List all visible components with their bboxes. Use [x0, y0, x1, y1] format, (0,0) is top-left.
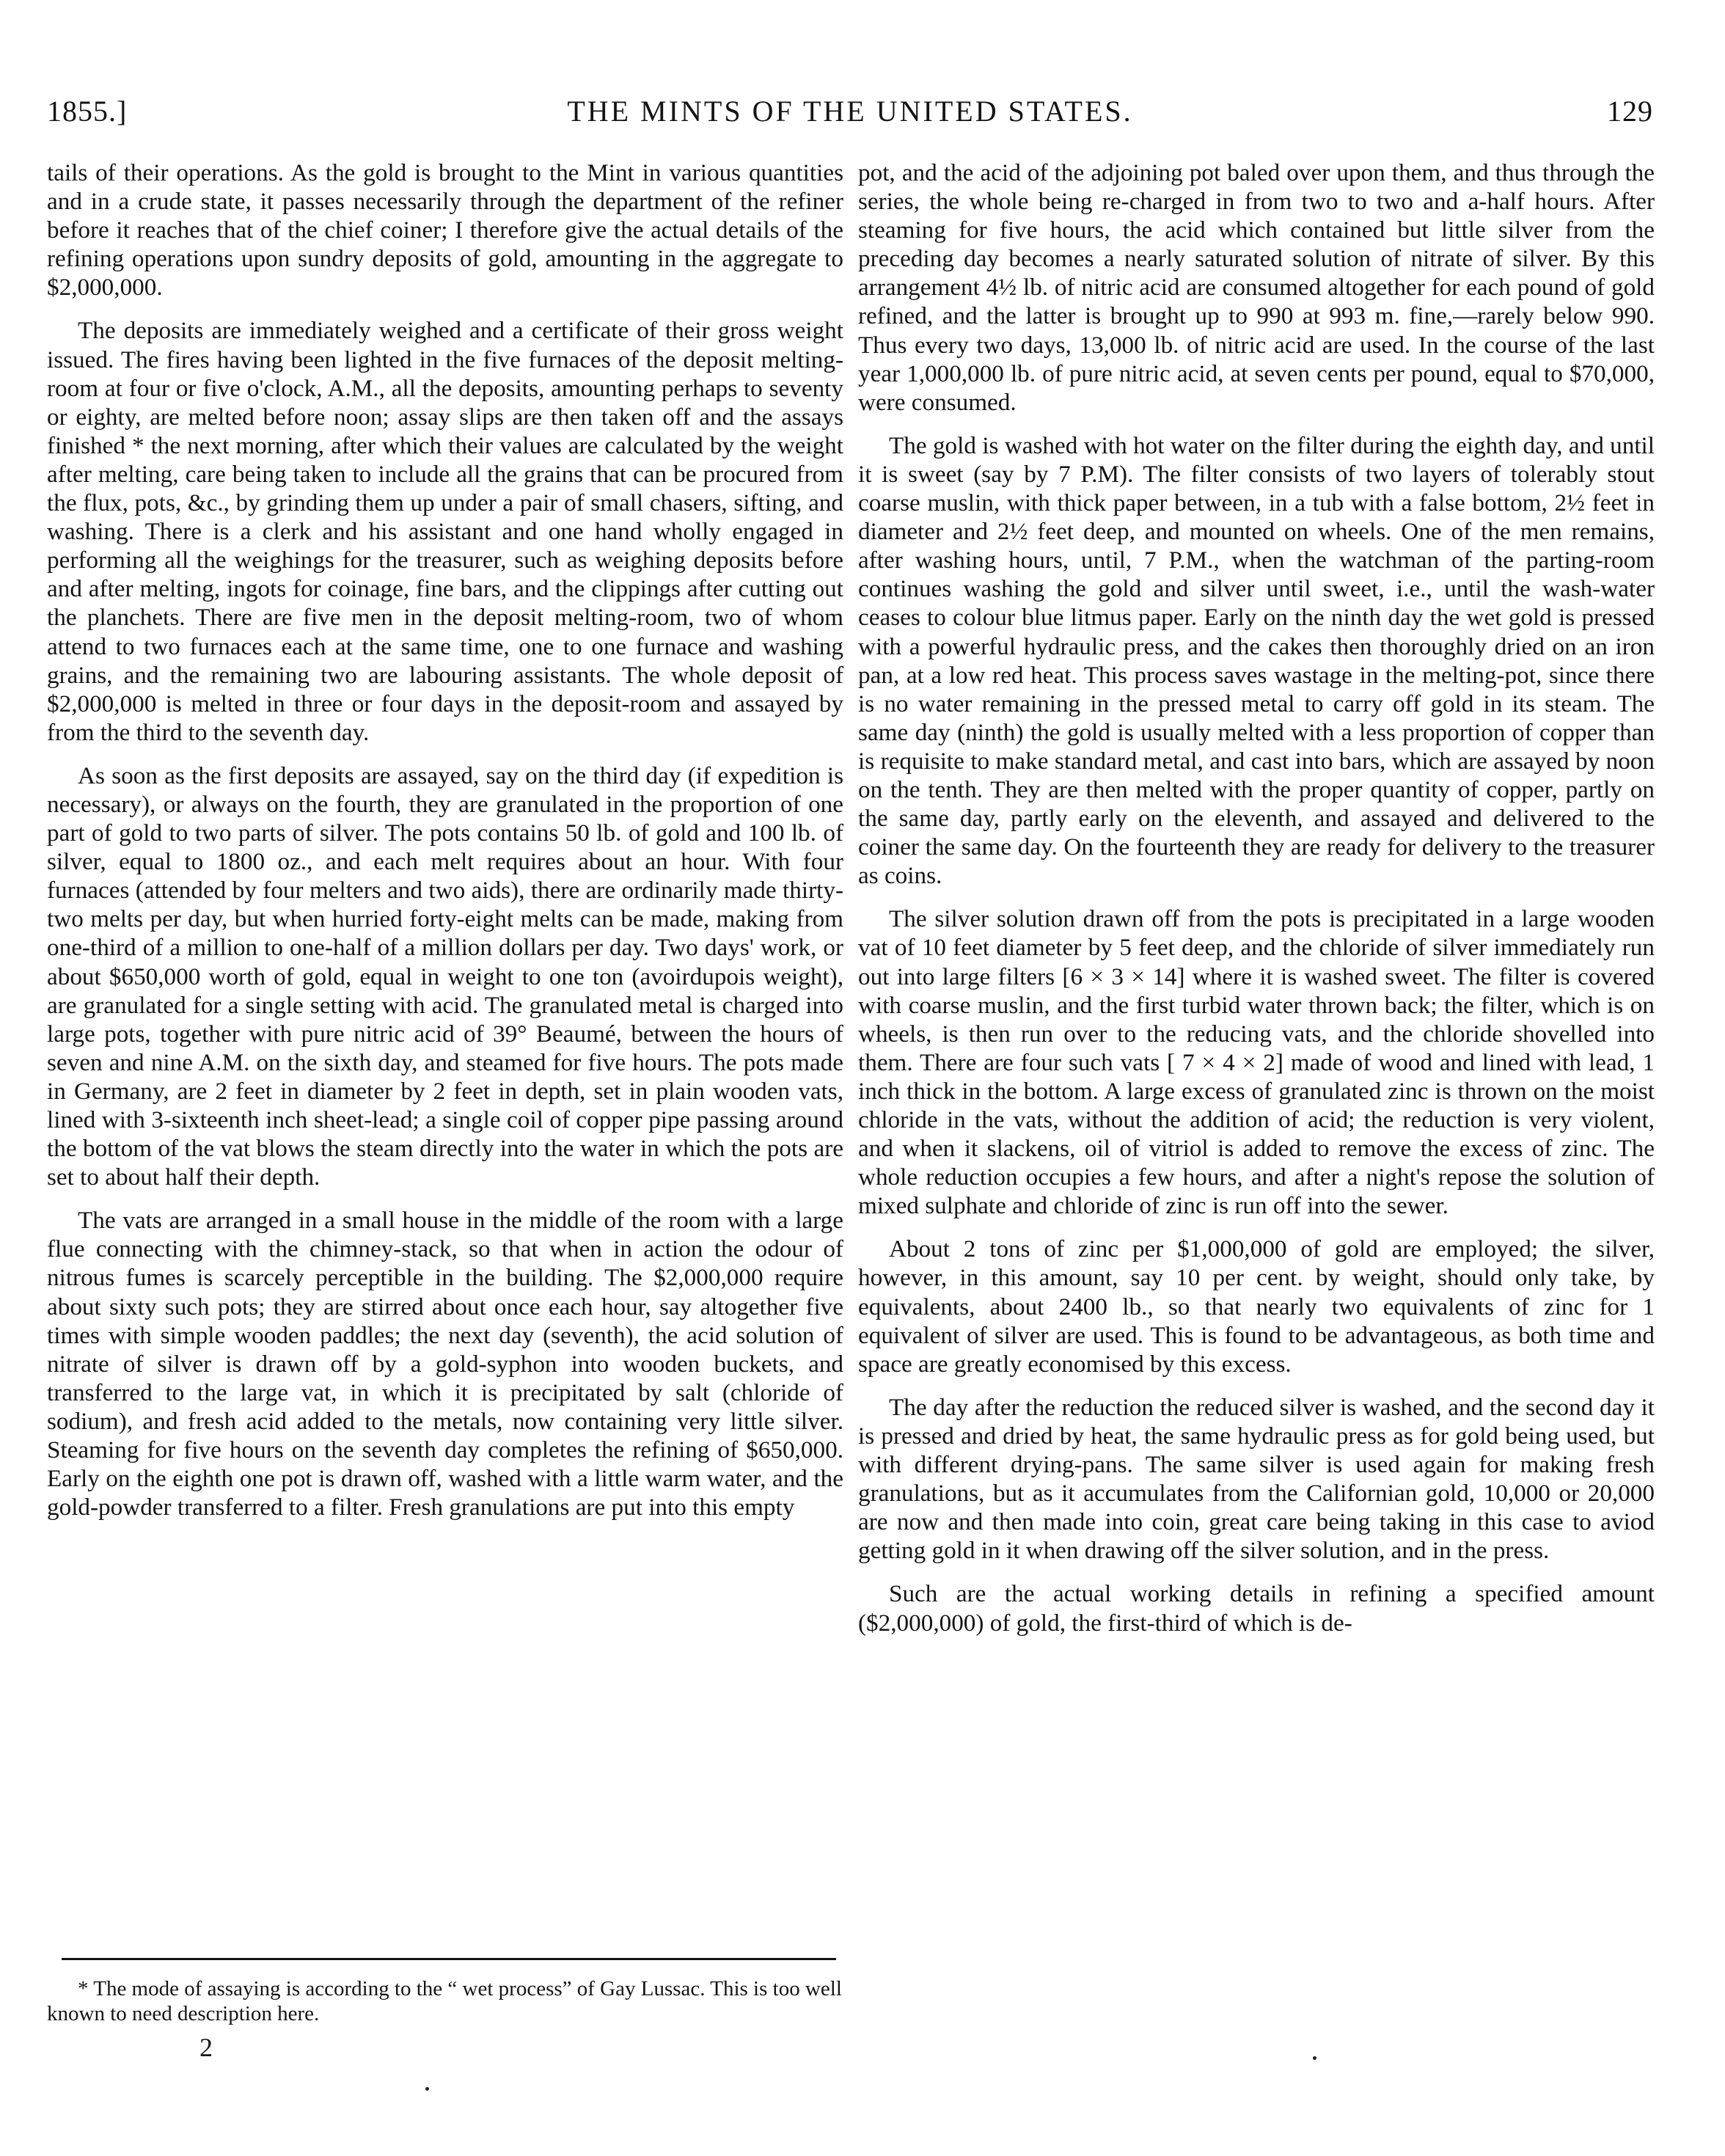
paragraph: The day after the reduction the reduced silver is washed, and the second day it is pressed and dried by heat, the same hydraulic press as for gold being used, but with different drying-pans. The same silver is used again for making fresh granulations, but as it accumulates from the Californian gold, 10,000 or 20,000 are now and then made into coin, great care being taking in this case to aviod getting gold in it when drawing off the silver solution, and in the press.	[858, 1393, 1655, 1565]
footnote	[47, 1976, 843, 2026]
signature-mark: 2	[199, 2033, 213, 2062]
paragraph: Such are the actual working details in refining a specified amount ($2,000,000) of gold, the first-third of which is de-	[858, 1580, 1655, 1637]
header-title: THE MINTS OF THE UNITED STATES.	[567, 95, 1133, 128]
footnote-text: * The mode of assaying is according to the “ wet process” of Gay Lussac. This is too well known to need description here.	[47, 1977, 842, 2025]
print-speck	[1313, 2056, 1316, 2060]
left-column	[47, 158, 843, 1536]
paragraph: pot, and the acid of the adjoining pot baled over upon them, and thus through the series, the whole being re-charged in from two to two and a-half hours. After steaming for five hours, the acid which contained but little silver from the preceding day becomes a nearly saturated solution of nitrate of silver. By this arrangement 4½ lb. of nitric acid are consumed altogether for each pound of gold refined, and the latter is brought up to 990 at 993 m. fine,—rarely below 990. Thus every two days, 13,000 lb. of nitric acid are used. In the course of the last year 1,000,000 lb. of pure nitric acid, at seven cents per pound, equal to $70,000, were consumed.	[858, 159, 1655, 416]
paragraph: The vats are arranged in a small house in the middle of the room with a large flue connecting with the chimney-stack, so that when in action the odour of nitrous fumes is scarcely perceptible in the building. The $2,000,000 require about sixty such pots; they are stirred about once each hour, say altogether five times with simple wooden paddles; the next day (seventh), the acid solution of nitrate of silver is drawn off by a gold-syphon into wooden buckets, and transferred to the large vat, in which it is precipitated by salt (chloride of sodium), and fresh acid added to the metals, now containing very little silver. Steaming for five hours on the seventh day completes the refining of $650,000. Early on the eighth one pot is drawn off, washed with a little warm water, and the gold-powder transferred to a filter. Fresh granulations are put into this empty	[47, 1207, 843, 1521]
paragraph: tails of their operations. As the gold is brought to the Mint in various quantities and in a crude state, it passes necessarily through the department of the refiner before it reaches that of the chief coiner; I therefore give the actual details of the refining operations upon sundry deposits of gold, amounting in the aggregate to $2,000,000.	[47, 159, 843, 302]
paragraph: The silver solution drawn off from the pots is precipitated in a large wooden vat of 10 feet diameter by 5 feet deep, and the chloride of silver immediately run out into large filters [6 × 3 × 14] where it is washed sweet. The filter is covered with coarse muslin, and the first turbid water thrown back; the filter, which is on wheels, is then run over to the reducing vats, and the chloride shovelled into them. There are four such vats [ 7 × 4 × 2] made of wood and lined with lead, 1 inch thick in the bottom. A large excess of granulated zinc is thrown on the moist chloride in the vats, without the addition of acid; the reduction is very violent, and when it slackens, oil of vitriol is added to remove the excess of zinc. The whole reduction occupies a few hours, and after a night's repose the solution of mixed sulphate and chloride of zinc is run off into the sewer.	[858, 905, 1655, 1220]
header-year: 1855.]	[47, 95, 128, 128]
running-header	[47, 94, 1653, 138]
footnote-rule	[62, 1958, 836, 1960]
right-column	[858, 158, 1655, 1652]
paragraph: About 2 tons of zinc per $1,000,000 of gold are employed; the silver, however, in this amount, say 10 per cent. by weight, should only take, by equivalents, about 2400 lb., so that nearly two equivalents of zinc for 1 equivalent of silver are used. This is found to be advantageous, as both time and space are greatly economised by this excess.	[858, 1235, 1655, 1378]
paragraph: As soon as the first deposits are assayed, say on the third day (if expedition is necessary), or always on the fourth, they are granulated in the proportion of one part of gold to two parts of silver. The pots contains 50 lb. of gold and 100 lb. of silver, equal to 1800 oz., and each melt requires about an hour. With four furnaces (attended by four melters and two aids), there are ordinarily made thirty-two melts per day, but when hurried forty-eight melts can be made, making from one-third of a million to one-half of a million dollars per day. Two days' work, or about $650,000 worth of gold, equal in weight to one ton (avoirdupois weight), are granulated for a single setting with acid. The granulated metal is charged into large pots, together with pure nitric acid of 39° Beaumé, between the hours of seven and nine A.M. on the sixth day, and steamed for five hours. The pots made in Germany, are 2 feet in diameter by 2 feet in depth, set in plain wooden vats, lined with 3-sixteenth inch sheet-lead; a single coil of copper pipe passing around the bottom of the vat blows the steam directly into the water in which the pots are set to about half their depth.	[47, 761, 843, 1191]
paragraph: The gold is washed with hot water on the filter during the eighth day, and until it is sweet (say by 7 P.M). The filter consists of two layers of tolerably stout coarse muslin, with thick paper between, in a tub with a false bottom, 2½ feet in diameter and 2½ feet deep, and mounted on wheels. One of the men remains, after washing hours, until, 7 P.M., when the watchman of the parting-room continues washing the gold and silver until sweet, i.e., until the wash-water ceases to colour blue litmus paper. Early on the ninth day the wet gold is pressed with a powerful hydraulic press, and the cakes then thoroughly dried on an iron pan, at a low red heat. This process saves wastage in the melting-pot, since there is no water remaining in the pressed metal to carry off gold in its steam. The same day (ninth) the gold is usually melted with a less proportion of copper than is requisite to make standard metal, and cast into bars, which are assayed by noon on the tenth. They are then melted with the proper quantity of copper, partly on the same day, partly early on the eleventh, and assayed and delivered to the coiner the same day. On the fourteenth they are ready for delivery to the treasurer as coins.	[858, 431, 1655, 890]
print-speck	[425, 2087, 429, 2091]
paragraph: The deposits are immediately weighed and a certificate of their gross weight issued. The fires having been lighted in the five furnaces of the deposit melting-room at four or five o'clock, A.M., all the deposits, amounting perhaps to seventy or eighty, are melted before noon; assay slips are then taken off and the assays finished * the next morning, after which their values are calculated by the weight after melting, care being taken to include all the grains that can be procured from the flux, pots, &c., by grinding them up under a pair of small chasers, sifting, and washing. There is a clerk and his assistant and one hand wholly engaged in performing all the weighings for the treasurer, such as weighing deposits before and after melting, ingots for coinage, fine bars, and the clippings after cutting out the planchets. There are five men in the deposit melting-room, two of whom attend to two furnaces each at the same time, one to one furnace and washing grains, and the remaining two are labouring assistants. The whole deposit of $2,000,000 is melted in three or four days in the deposit-room and assayed by from the third to the seventh day.	[47, 317, 843, 746]
page-number: 129	[1607, 95, 1653, 128]
